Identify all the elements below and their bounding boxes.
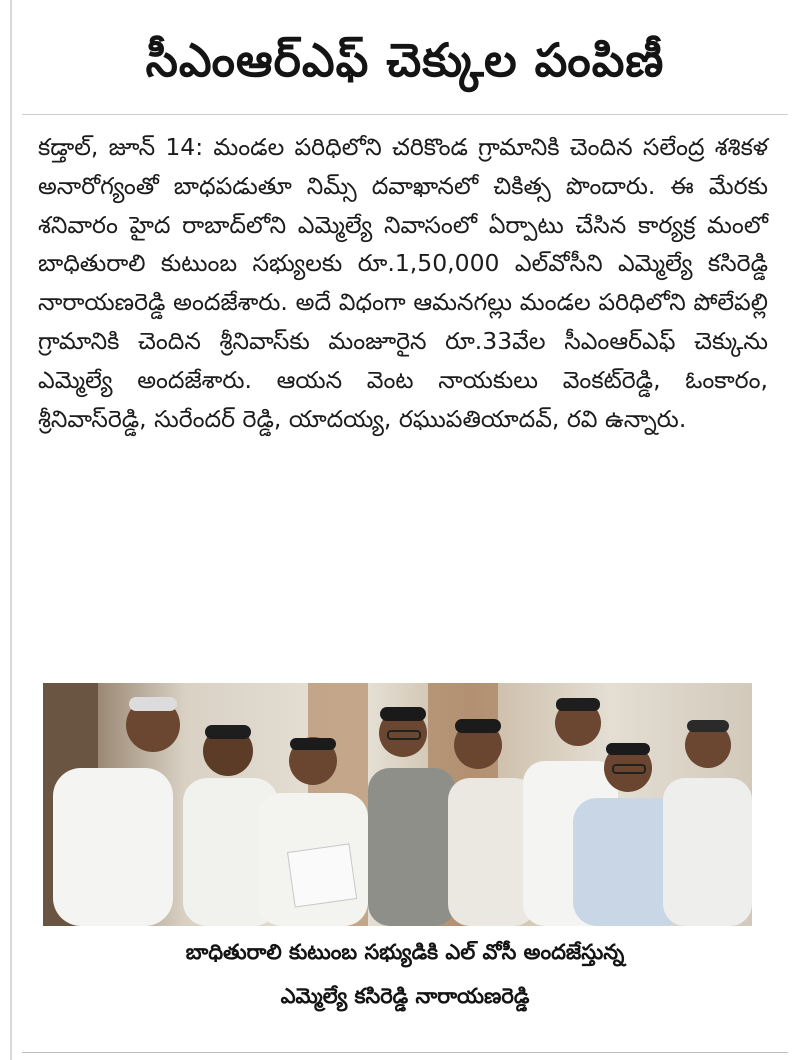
person-4-shirt xyxy=(368,768,456,926)
caption-line-1: బాధితురాలి కుటుంబ సభ్యుడికి ఎల్ వోసీ అందజేస్తున్న xyxy=(185,940,625,964)
footer-divider xyxy=(22,1052,788,1053)
person-2-hair xyxy=(205,725,251,739)
document xyxy=(288,844,357,907)
person-8-shirt xyxy=(663,778,752,926)
news-photo xyxy=(43,683,752,926)
photo-illustration xyxy=(43,683,752,926)
person-8-hair xyxy=(687,720,729,732)
person-5-shirt xyxy=(448,778,536,926)
headline: సీఎంఆర్ఎఫ్ చెక్కుల పంపిణీ xyxy=(145,33,665,87)
person-7-hair xyxy=(606,743,650,755)
person-3-hair xyxy=(290,738,336,750)
photo-caption xyxy=(20,930,790,1018)
column-rule xyxy=(10,0,12,1060)
caption-line-2: ఎమ్మెల్యే కసిరెడ్డి నారాయణరెడ్డి xyxy=(280,984,530,1008)
person-5-hair xyxy=(455,719,501,733)
article-body: కడ్తాల్, జూన్ 14: మండల పరిధిలోని చరికొండ గ్రామానికి చెందిన సలేంద్ర శశికళ అనారోగ్యంతో బాధపడుతూ నిమ్స్ దవాఖానలో చికిత్స పొందారు. ఈ మేరకు శనివారం హైద రాబాద్‌లోని ఎమ్మెల్యే నివాసంలో ఏర్పాటు చేసిన కార్యక్ర మంలో బాధితురాలి కుటుంబ సభ్యులకు రూ.1,50,000 ఎల్‌వోసీని ఎమ్మెల్యే కసిరెడ్డి నారాయణరెడ్డి అందజేశారు. అదే విధంగా ఆమనగల్లు మండల పరిధిలోని పోలేపల్లి గ్రామానికి చెందిన శ్రీనివాస్‌కు మంజూరైన రూ.33వేల సీఎంఆర్ఎఫ్ చెక్కును ఎమ్మెల్యే అందజేశారు. ఆయన వెంట నాయకులు వెంకట్‌రెడ్డి, ఓంకారం, శ్రీనివాస్‌రెడ్డి, సురేందర్ రెడ్డి, యాదయ్య, రఘుపతియాదవ్, రవి ఉన్నారు. xyxy=(38,133,768,433)
person-4-hair xyxy=(380,707,426,721)
headline-divider xyxy=(22,114,788,115)
person-6-hair xyxy=(556,698,600,711)
person-1-hair xyxy=(129,697,177,711)
person-1-shirt xyxy=(53,768,173,926)
